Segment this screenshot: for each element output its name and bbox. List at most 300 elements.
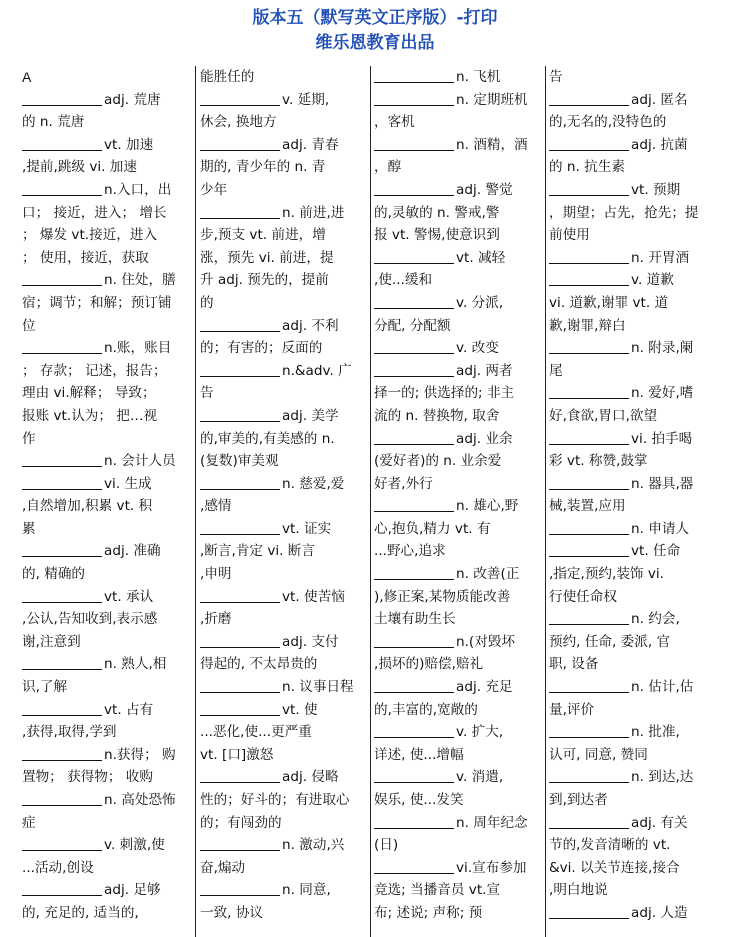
line-text: 流的 n. 替换物, 取舍 (374, 407, 500, 424)
line-text: vt. 任命 (631, 543, 681, 560)
definition-line (549, 111, 735, 134)
vocab-entry-line (374, 179, 546, 202)
answer-blank (22, 746, 102, 761)
line-text: n. 估计,估 (631, 679, 694, 696)
definition-line (374, 156, 546, 179)
answer-blank (200, 362, 280, 377)
line-text: 性的；好斗的；有进取心 (200, 792, 350, 808)
line-text: n. 定期班机 (456, 91, 528, 108)
column-divider (195, 66, 196, 937)
vocab-entry-line (22, 540, 192, 563)
vocab-entry-line (549, 518, 735, 541)
answer-blank (374, 678, 454, 693)
line-text: 置物； 获得物； 收购 (22, 769, 153, 786)
definition-line (549, 744, 735, 767)
line-text: vi.宣布参加 (456, 859, 527, 876)
line-text: v. 延期, (282, 91, 330, 108)
line-text: 谢,注意到 (22, 633, 81, 650)
vocabulary-columns (22, 66, 740, 937)
vocab-entry-line (549, 89, 735, 112)
definition-line (22, 518, 192, 541)
line-text: 械,装置,应用 (549, 498, 626, 515)
vocab-entry-line (374, 337, 546, 360)
answer-blank (200, 701, 280, 716)
definition-line (22, 428, 192, 451)
line-text: 识,了解 (22, 679, 68, 696)
column-4 (549, 66, 735, 937)
line-text: ...野心,追求 (374, 543, 446, 560)
vocab-entry-line (200, 315, 368, 338)
line-text: 择一的; 供选择的; 非主 (374, 385, 515, 402)
vocab-entry-line (549, 179, 735, 202)
vocab-entry-line (374, 631, 546, 654)
answer-blank (22, 475, 102, 490)
definition-line (549, 315, 735, 338)
line-text: ,公认,告知收到,表示感 (22, 611, 158, 628)
definition-line (200, 608, 368, 631)
answer-blank (200, 520, 280, 535)
line-text: adj. 匿名 (631, 91, 688, 108)
line-text: ,获得,取得,学到 (22, 724, 117, 741)
line-text: adj. 足够 (104, 882, 161, 899)
line-text: adj. 青春 (282, 136, 339, 153)
definition-line (374, 382, 546, 405)
line-text: 节的,发音清晰的 vt. (549, 837, 671, 854)
definition-line (22, 766, 192, 789)
line-text: n. 附录,阑 (631, 340, 694, 357)
vocab-entry-line (22, 337, 192, 360)
definition-line (374, 518, 546, 541)
line-text: n. 器具,器 (631, 475, 694, 492)
answer-blank (374, 136, 454, 151)
vocab-entry-line (200, 202, 368, 225)
line-text: ...恶化,使...更严重 (200, 724, 312, 741)
line-text: 奋,煽动 (200, 859, 246, 876)
line-text: 的 n. 荒唐 (22, 114, 85, 131)
answer-blank (549, 181, 629, 196)
line-text: n. 酒精，酒 (456, 136, 528, 153)
line-text: ,断言,肯定 vi. 断言 (200, 543, 315, 560)
line-text: n.(对毁坏 (456, 633, 516, 650)
answer-blank (374, 339, 454, 354)
line-text: vt. 证实 (282, 520, 332, 537)
line-text: ,损坏的)赔偿,赔礼 (374, 656, 484, 673)
definition-line (374, 879, 546, 902)
definition-line (549, 699, 735, 722)
answer-blank (374, 723, 454, 738)
line-text: 报账 vt.认为； 把…视 (22, 407, 158, 424)
vocab-entry-line (549, 247, 735, 270)
definition-line (22, 202, 192, 225)
answer-blank (22, 452, 102, 467)
definition-line (374, 315, 546, 338)
vocab-entry-line (200, 405, 368, 428)
line-text: vi. 生成 (104, 475, 152, 492)
line-text: 的,丰富的,宽敞的 (374, 701, 478, 718)
answer-blank (549, 542, 629, 557)
line-text: vt. 预期 (631, 181, 681, 198)
vocab-entry-line (22, 744, 192, 767)
vocab-entry-line (22, 179, 192, 202)
vocab-entry-line (549, 134, 735, 157)
definition-line (200, 224, 368, 247)
definition-line (374, 111, 546, 134)
definition-line (374, 473, 546, 496)
line-text: 歉,谢罪,辩白 (549, 317, 626, 334)
vocab-entry-line (549, 812, 735, 835)
definition-line (549, 360, 735, 383)
definition-line (22, 563, 192, 586)
line-text: ...活动,创设 (22, 859, 94, 876)
definition-line (200, 902, 368, 925)
definition-line (549, 202, 735, 225)
line-text: 职, 设备 (549, 656, 599, 673)
line-text: 认可, 同意, 赞同 (549, 746, 648, 763)
vocab-entry-line (374, 89, 546, 112)
definition-line (549, 631, 735, 654)
definition-line (22, 857, 192, 880)
definition-line (549, 66, 735, 89)
line-text: 行使任命权 (549, 588, 617, 605)
line-text: ，醇 (374, 159, 402, 176)
vocab-entry-line (200, 879, 368, 902)
vocab-entry-line (200, 699, 368, 722)
vocab-entry-line (374, 428, 546, 451)
line-text: 分配, 分配额 (374, 317, 451, 334)
line-text: n. 会计人员 (104, 453, 176, 470)
line-text: &vi. 以关节连接,接合 (549, 859, 680, 876)
column-2 (200, 66, 368, 937)
line-text: n.账，账目 (104, 340, 172, 357)
answer-blank (549, 475, 629, 490)
line-text: ),修正案,某物质能改善 (374, 588, 511, 605)
line-text: 口； 接近，进入； 增长 (22, 204, 167, 221)
answer-blank (22, 701, 102, 716)
line-text: adj. 侵略 (282, 769, 339, 786)
definition-line (200, 111, 368, 134)
line-text: vt. 使 (282, 701, 318, 718)
answer-blank (374, 249, 454, 264)
vocab-entry-line (549, 337, 735, 360)
line-text: 步,预支 vt. 前进，增 (200, 227, 326, 244)
line-text: 升 adj. 预先的，提前 (200, 272, 329, 289)
answer-blank (549, 91, 629, 106)
answer-blank (374, 565, 454, 580)
line-text: 详述, 使...增幅 (374, 746, 464, 763)
answer-blank (22, 836, 102, 851)
vocab-entry-line (200, 766, 368, 789)
line-text: ,感情 (200, 498, 232, 515)
answer-blank (22, 655, 102, 670)
line-text: 宿；调节；和解；预订铺 (22, 294, 172, 311)
line-text: n.入口，出 (104, 181, 172, 198)
answer-blank (549, 136, 629, 151)
definition-line (549, 834, 735, 857)
answer-blank (374, 814, 454, 829)
vocab-entry-line (374, 812, 546, 835)
vocab-entry-line (374, 134, 546, 157)
definition-line (549, 653, 735, 676)
definition-line (549, 156, 735, 179)
line-text: 累 (22, 520, 36, 537)
definition-line (374, 902, 546, 925)
line-text: n. 熟人,相 (104, 656, 167, 673)
line-text: 告 (200, 385, 214, 402)
answer-blank (200, 881, 280, 896)
definition-line (22, 156, 192, 179)
line-text: adj. 准确 (104, 543, 161, 560)
definition-line (22, 111, 192, 134)
vocab-entry-line (22, 134, 192, 157)
line-text: ,折磨 (200, 611, 232, 628)
line-text: n. 到达,达 (631, 769, 694, 786)
vocab-entry-line (374, 292, 546, 315)
line-text: 涨，预先 vi. 前进，提 (200, 249, 334, 266)
line-text: n.&adv. 广 (282, 362, 352, 379)
line-text: adj. 支付 (282, 633, 339, 650)
line-text: ,自然增加,积累 vt. 积 (22, 498, 153, 515)
vocab-entry-line (374, 247, 546, 270)
line-text: vi. 拍手喝 (631, 430, 693, 447)
line-text: n. 前进,进 (282, 204, 345, 221)
definition-line (200, 428, 368, 451)
vocab-entry-line (549, 676, 735, 699)
line-text: adj. 有关 (631, 814, 688, 831)
vocab-entry-line (549, 269, 735, 292)
vocab-entry-line (549, 902, 735, 925)
page-title: 版本五（默写英文正序版）-打印 (252, 8, 498, 28)
line-text: n. 议事日程 (282, 679, 354, 696)
line-text: 好者,外行 (374, 475, 433, 492)
definition-line (200, 857, 368, 880)
definition-line (22, 66, 192, 89)
definition-line (200, 653, 368, 676)
answer-blank (374, 91, 454, 106)
line-text: n. 约会, (631, 611, 680, 628)
vocab-entry-line (22, 879, 192, 902)
definition-line (549, 857, 735, 880)
vocab-entry-line (200, 834, 368, 857)
definition-line (22, 495, 192, 518)
answer-blank (374, 633, 454, 648)
vocab-entry-line (549, 608, 735, 631)
line-text: vt. 占有 (104, 701, 154, 718)
vocab-entry-line (549, 766, 735, 789)
column-divider (545, 66, 546, 937)
vocab-entry-line (22, 834, 192, 857)
definition-line (22, 812, 192, 835)
answer-blank (374, 768, 454, 783)
vocab-entry-line (374, 66, 546, 89)
line-text: 的,审美的,有美感的 n. (200, 430, 335, 447)
answer-blank (549, 384, 629, 399)
vocab-entry-line (549, 473, 735, 496)
answer-blank (200, 836, 280, 851)
line-text: ,提前,跳级 vi. 加速 (22, 159, 137, 176)
line-text: n. 开胃酒 (631, 249, 690, 266)
page-subtitle: 维乐恩教育出品 (315, 33, 435, 53)
vocab-entry-line (22, 699, 192, 722)
definition-line (22, 360, 192, 383)
definition-line (549, 405, 735, 428)
line-text: 尾 (549, 362, 563, 379)
line-text: 前使用 (549, 227, 590, 244)
line-text: 好,食欲,胃口,欲望 (549, 407, 658, 424)
answer-blank (200, 588, 280, 603)
line-text: 少年 (200, 181, 228, 198)
line-text: 娱乐, 使...发笑 (374, 792, 464, 808)
line-text: adj. 充足 (456, 679, 513, 696)
line-text: ； 爆发 vt.接近，进入 (22, 227, 158, 244)
line-text: 彩 vt. 称赞,鼓掌 (549, 453, 648, 470)
line-text: 期的, 青少年的 n. 青 (200, 159, 326, 176)
definition-line (200, 66, 368, 89)
line-text: (复数)审美观 (200, 453, 279, 470)
definition-line (200, 744, 368, 767)
answer-blank (374, 68, 454, 83)
definition-line (22, 315, 192, 338)
answer-blank (374, 294, 454, 309)
line-text: 心,抱负,精力 vt. 有 (374, 520, 491, 537)
answer-blank (549, 610, 629, 625)
answer-blank (549, 723, 629, 738)
vocab-entry-line (549, 540, 735, 563)
definition-line (22, 292, 192, 315)
line-text: 理由 vi.解释； 导致； (22, 385, 156, 402)
vocab-entry-line (22, 789, 192, 812)
vocab-entry-line (22, 450, 192, 473)
line-text: 的,无名的,没特色的 (549, 114, 667, 131)
definition-line (22, 608, 192, 631)
line-text: v. 分派, (456, 294, 504, 311)
line-text: adj. 两者 (456, 362, 513, 379)
answer-blank (200, 204, 280, 219)
line-text: n. 慈爱,爱 (282, 475, 345, 492)
line-text: 的 (200, 294, 214, 311)
answer-blank (200, 633, 280, 648)
line-text: ，期望；占先，抢先；提 (549, 204, 699, 221)
line-text: 一致, 协议 (200, 904, 264, 921)
answer-blank (549, 678, 629, 693)
line-text: n. 改善(正 (456, 566, 520, 583)
definition-line (549, 224, 735, 247)
vocab-entry-line (549, 428, 735, 451)
line-text: (爱好者)的 n. 业余爱 (374, 453, 502, 470)
definition-line (22, 631, 192, 654)
line-text: 预约, 任命, 委派, 官 (549, 633, 671, 650)
line-text: n. 飞机 (456, 69, 501, 85)
definition-line (549, 586, 735, 609)
vocab-entry-line (22, 269, 192, 292)
vocab-entry-line (22, 653, 192, 676)
line-text: n. 高处恐怖 (104, 792, 176, 808)
line-text: ； 存款； 记述，报告； (22, 362, 167, 379)
line-text: 的；有害的；反面的 (200, 340, 323, 357)
vocab-entry-line (22, 473, 192, 496)
definition-line (374, 540, 546, 563)
line-text: vt. 使苦恼 (282, 588, 345, 605)
line-text: n. 周年纪念 (456, 814, 528, 831)
vocab-entry-line (200, 360, 368, 383)
definition-line (374, 269, 546, 292)
line-text: adj. 业余 (456, 430, 513, 447)
vocab-entry-line (200, 134, 368, 157)
vocab-entry-line (374, 676, 546, 699)
line-text: 作 (22, 430, 36, 447)
answer-blank (22, 339, 102, 354)
definition-line (374, 586, 546, 609)
answer-blank (549, 430, 629, 445)
column-divider (370, 66, 371, 937)
vocab-entry-line (200, 473, 368, 496)
vocab-entry-line (374, 857, 546, 880)
line-text: A (22, 69, 32, 85)
answer-blank (549, 339, 629, 354)
answer-blank (374, 362, 454, 377)
vocab-entry-line (200, 89, 368, 112)
answer-blank (200, 678, 280, 693)
line-text: n. 雄心,野 (456, 498, 519, 515)
vocab-entry-line (374, 495, 546, 518)
answer-blank (374, 430, 454, 445)
vocab-entry-line (200, 518, 368, 541)
vocab-entry-line (549, 721, 735, 744)
vocab-entry-line (22, 586, 192, 609)
definition-line (200, 247, 368, 270)
line-text: n. 住处，膳 (104, 272, 176, 289)
answer-blank (22, 271, 102, 286)
definition-line (200, 789, 368, 812)
line-text: vi. 道歉,谢罪 vt. 道 (549, 294, 669, 311)
answer-blank (549, 249, 629, 264)
vocab-entry-line (374, 360, 546, 383)
definition-line (374, 834, 546, 857)
answer-blank (374, 859, 454, 874)
line-text: 的,灵敏的 n. 警戒,警 (374, 204, 500, 221)
line-text: ,明白地说 (549, 882, 608, 899)
answer-blank (22, 542, 102, 557)
answer-blank (549, 271, 629, 286)
line-text: (日) (374, 837, 399, 854)
definition-line (200, 450, 368, 473)
line-text: 竞选; 当播音员 vt.宣 (374, 882, 501, 899)
definition-line (22, 224, 192, 247)
column-1 (22, 66, 192, 937)
answer-blank (200, 475, 280, 490)
definition-line (200, 337, 368, 360)
answer-blank (549, 814, 629, 829)
line-text: 位 (22, 317, 36, 334)
definition-line (549, 563, 735, 586)
vocab-entry-line (22, 89, 192, 112)
definition-line (200, 156, 368, 179)
answer-blank (200, 91, 280, 106)
line-text: v. 道歉 (631, 272, 674, 289)
line-text: 量,评价 (549, 701, 595, 718)
answer-blank (22, 181, 102, 196)
line-text: 布; 述说; 声称; 预 (374, 904, 483, 921)
answer-blank (200, 317, 280, 332)
vocab-entry-line (200, 586, 368, 609)
definition-line (374, 653, 546, 676)
line-text: 得起的, 不太昂贵的 (200, 656, 318, 673)
definition-line (200, 540, 368, 563)
definition-line (549, 450, 735, 473)
definition-line (22, 676, 192, 699)
answer-blank (22, 791, 102, 806)
definition-line (200, 382, 368, 405)
definition-line (200, 495, 368, 518)
